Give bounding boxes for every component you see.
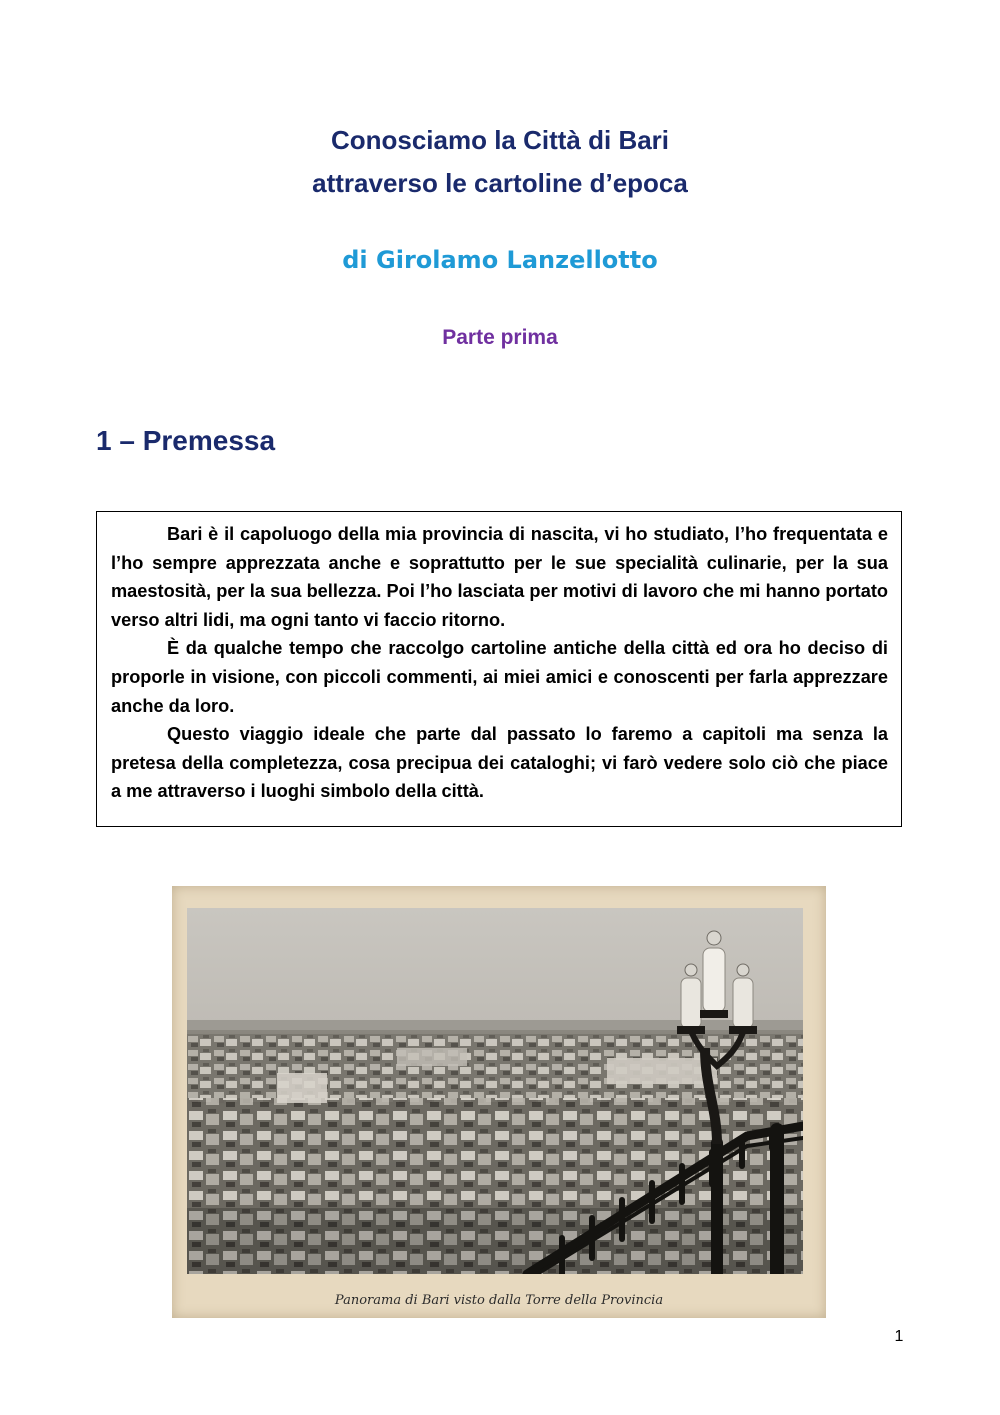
document-title-line-2: attraverso le cartoline d’epoca [312, 168, 688, 198]
author-line: di Girolamo Lanzellotto [342, 246, 658, 274]
document-title-line-1: Conosciamo la Città di Bari [330, 125, 670, 155]
intro-text-box [96, 511, 902, 827]
intro-paragraph: È da qualche tempo che raccolgo cartoline antiche della città ed ora ho deciso di proporle in visione, con piccoli commenti, ai miei amici e conoscenti per farla apprezzare anche da loro. [111, 638, 888, 716]
page-number: 1 [894, 1328, 904, 1345]
part-label: Parte prima [442, 326, 558, 349]
intro-paragraph: Questo viaggio ideale che parte dal passato lo faremo a capitoli ma senza la pretesa della completezza, cosa precipua dei cataloghi; vi farò vedere solo ciò che piace a me attraverso i luoghi simbolo della città. [111, 724, 888, 802]
vintage-postcard [172, 886, 826, 1318]
postcard-photo [187, 908, 803, 1274]
intro-paragraph: Bari è il capoluogo della mia provincia di nascita, vi ho studiato, l’ho frequentata e l’ho sempre apprezzata anche e soprattutto per le sue specialità culinarie, per la sua maestosità, per la sua bellezza. Poi l’ho lasciata per motivi di lavoro che mi hanno portato verso altri lidi, ma ogni tanto vi faccio ritorno. [111, 524, 888, 630]
postcard-caption: Panorama di Bari visto dalla Torre della Provincia [334, 1293, 664, 1308]
section-heading: 1 – Premessa [96, 425, 276, 456]
